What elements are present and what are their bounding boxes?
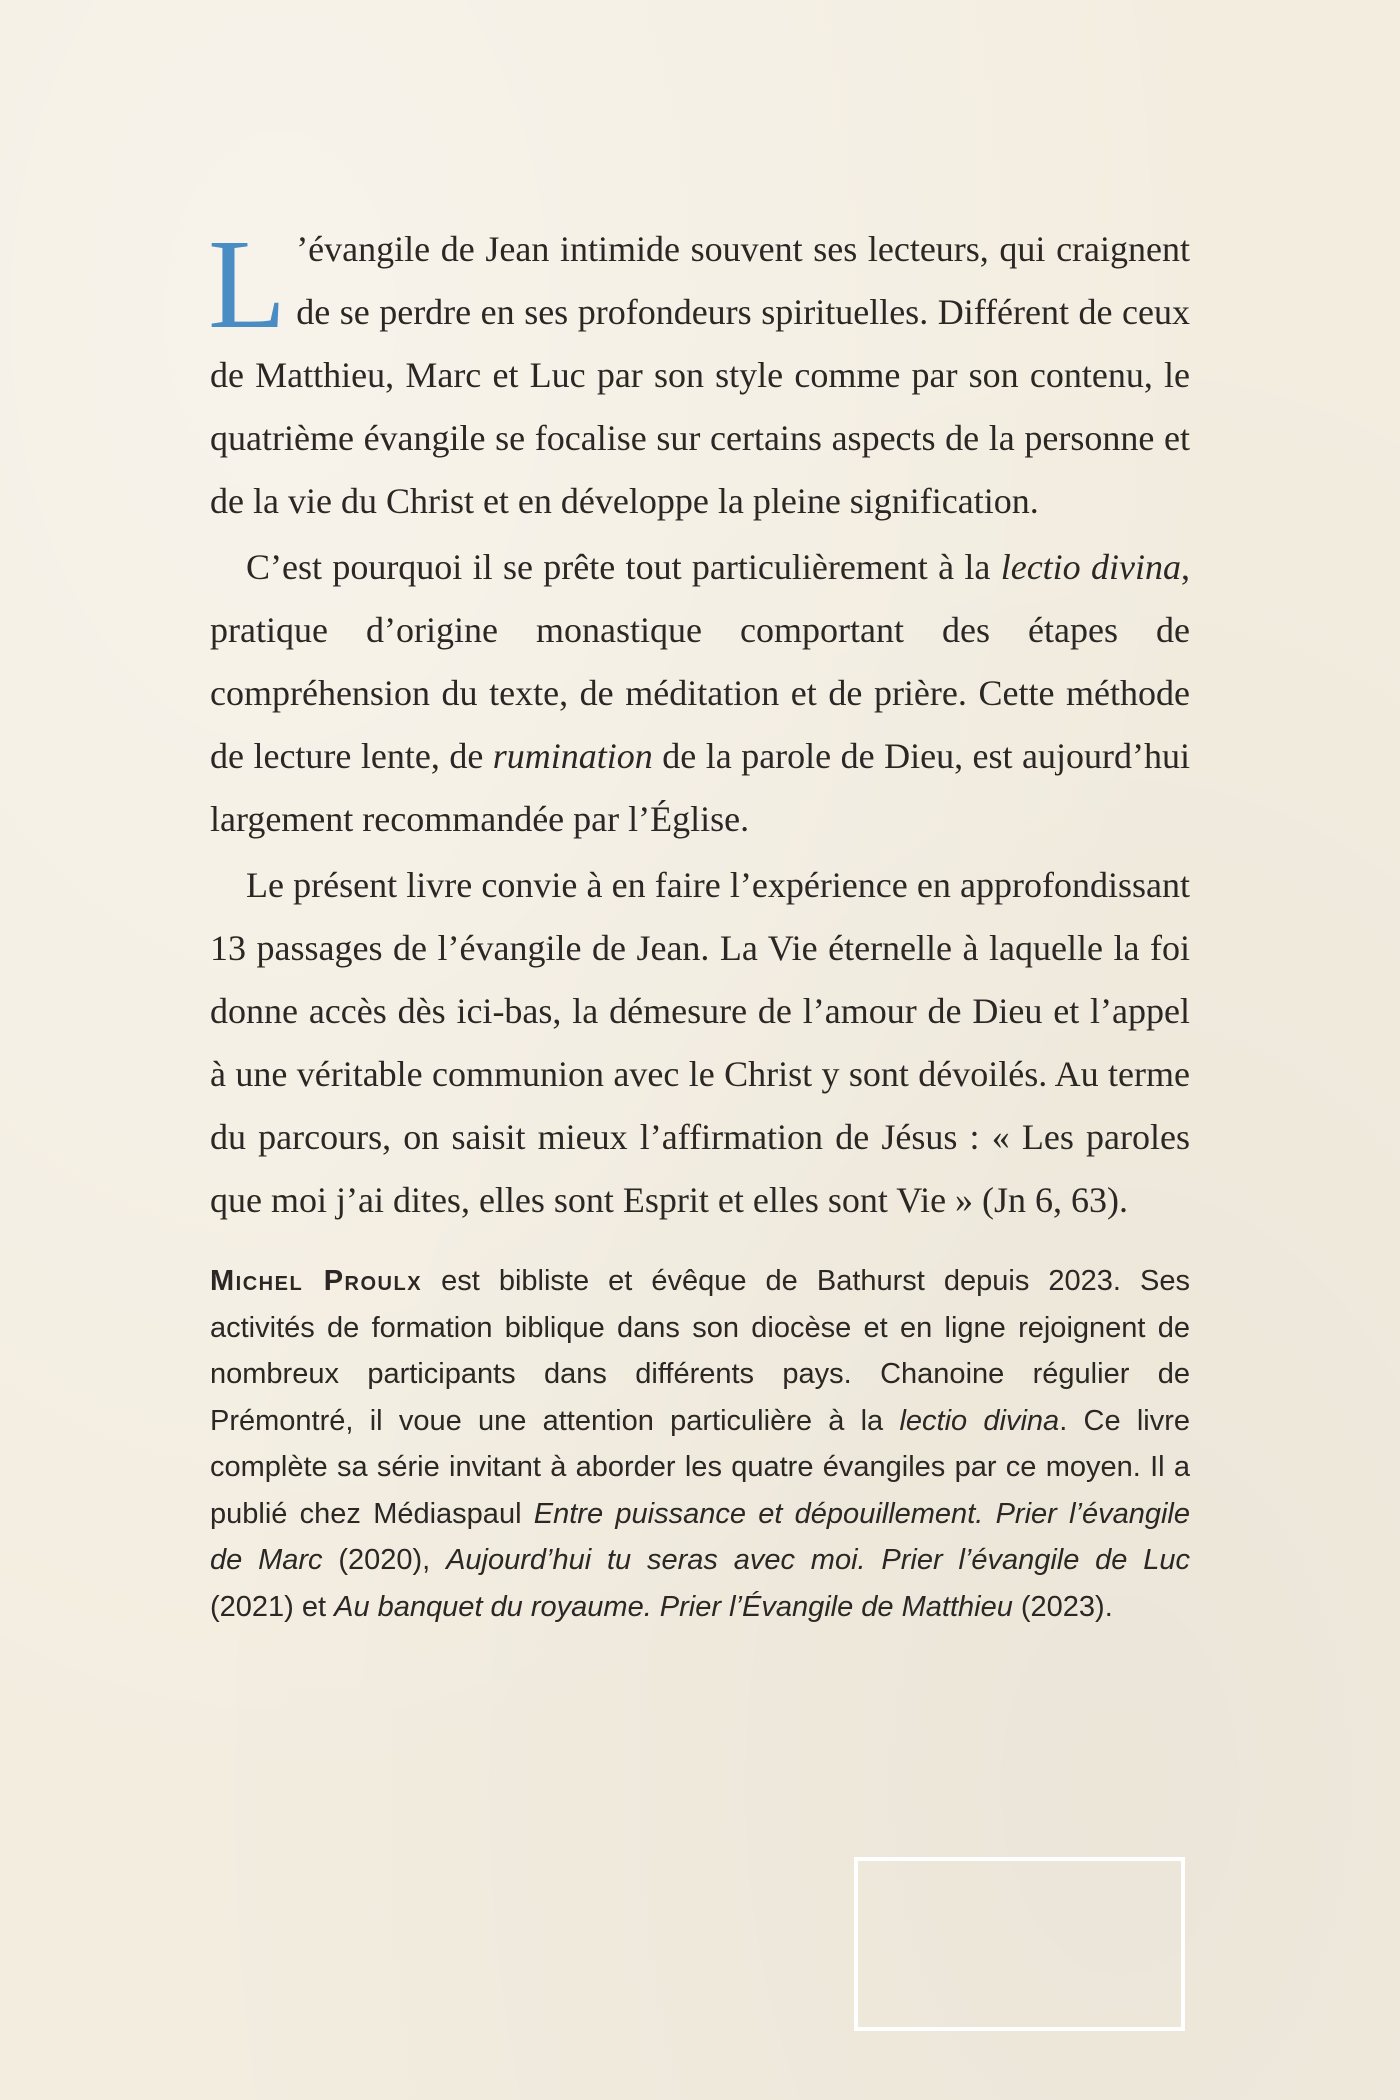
- drop-cap: L: [208, 213, 287, 355]
- blurb-paragraph-3: Le présent livre convie à en faire l’expérience en approfondissant 13 passages de l’évangile de Jean. La Vie éternelle à laquelle la foi donne accès dès ici-bas, la démesure de l’amour de Dieu et l’appel à une véritable communion avec le Christ y sont dévoilés. Au terme du parcours, on saisit mieux l’affirmation de Jésus : « Les paroles que moi j’ai dites, elles sont Esprit et elles sont Vie » (Jn 6, 63).: [210, 865, 1190, 1220]
- blurb-paragraph-1-text: ’évangile de Jean intimide souvent ses lecteurs, qui craignent de se perdre en ses profondeurs spirituelles. Différent de ceux de Matthieu, Marc et Luc par son style comme par son contenu, le quatrième évangile se focalise sur certains aspects de la personne et de la vie du Christ et en développe la pleine signification.: [210, 229, 1190, 521]
- bio-text-1: est bibliste et évêque de Bathurst depuis 2023. Ses activités de formation biblique dans son diocèse et en ligne rejoignent de nombreux participants dans différents pays. Chanoine régulier de Prémontré, il voue une attention particulière à la: [210, 1265, 1190, 1437]
- bio-text-2: . Ce livre complète sa série invitant à aborder les quatre évangiles par ce moyen. Il a publié chez Médiaspaul: [210, 1404, 1190, 1530]
- rumination-term: rumination: [492, 736, 653, 776]
- bio-text-5: (2023).: [1012, 1590, 1113, 1623]
- book-title-marc: Entre puissance et dépouillement. Prier l’évangile de Marc: [210, 1497, 1190, 1576]
- blurb-paragraph-2-text-a: C’est pourquoi il se prête tout particulièrement à la: [246, 547, 1001, 587]
- blurb: [208, 213, 1190, 1232]
- blurb-paragraph-2: [210, 536, 1190, 851]
- author-bio: [210, 1258, 1190, 1630]
- bio-text-3: (2020),: [322, 1544, 447, 1576]
- book-title-luc: Aujourd’hui tu seras avec moi. Prier l’évangile de Luc: [446, 1544, 1191, 1576]
- blurb-paragraph-1: [208, 213, 1190, 533]
- barcode-placeholder-box: [854, 1857, 1185, 2031]
- blurb-paragraph-2-text-b: , pratique d’origine monastique comportant des étapes de compréhension du texte, de méditation et de prière. Cette méthode de lecture lente, de: [210, 547, 1190, 776]
- author-name: Michel Proulx: [210, 1265, 423, 1297]
- bio-lectio-divina: lectio divina: [899, 1404, 1060, 1437]
- back-cover: [208, 213, 1191, 1630]
- bio-text-4: (2021) et: [210, 1590, 335, 1623]
- blurb-paragraph-2-text-c: de la parole de Dieu, est aujourd’hui largement recommandée par l’Église.: [210, 736, 1190, 839]
- lectio-divina-term: lectio divina: [1000, 547, 1181, 587]
- book-title-matthieu: Au banquet du royaume. Prier l’Évangile de Matthieu: [334, 1590, 1013, 1623]
